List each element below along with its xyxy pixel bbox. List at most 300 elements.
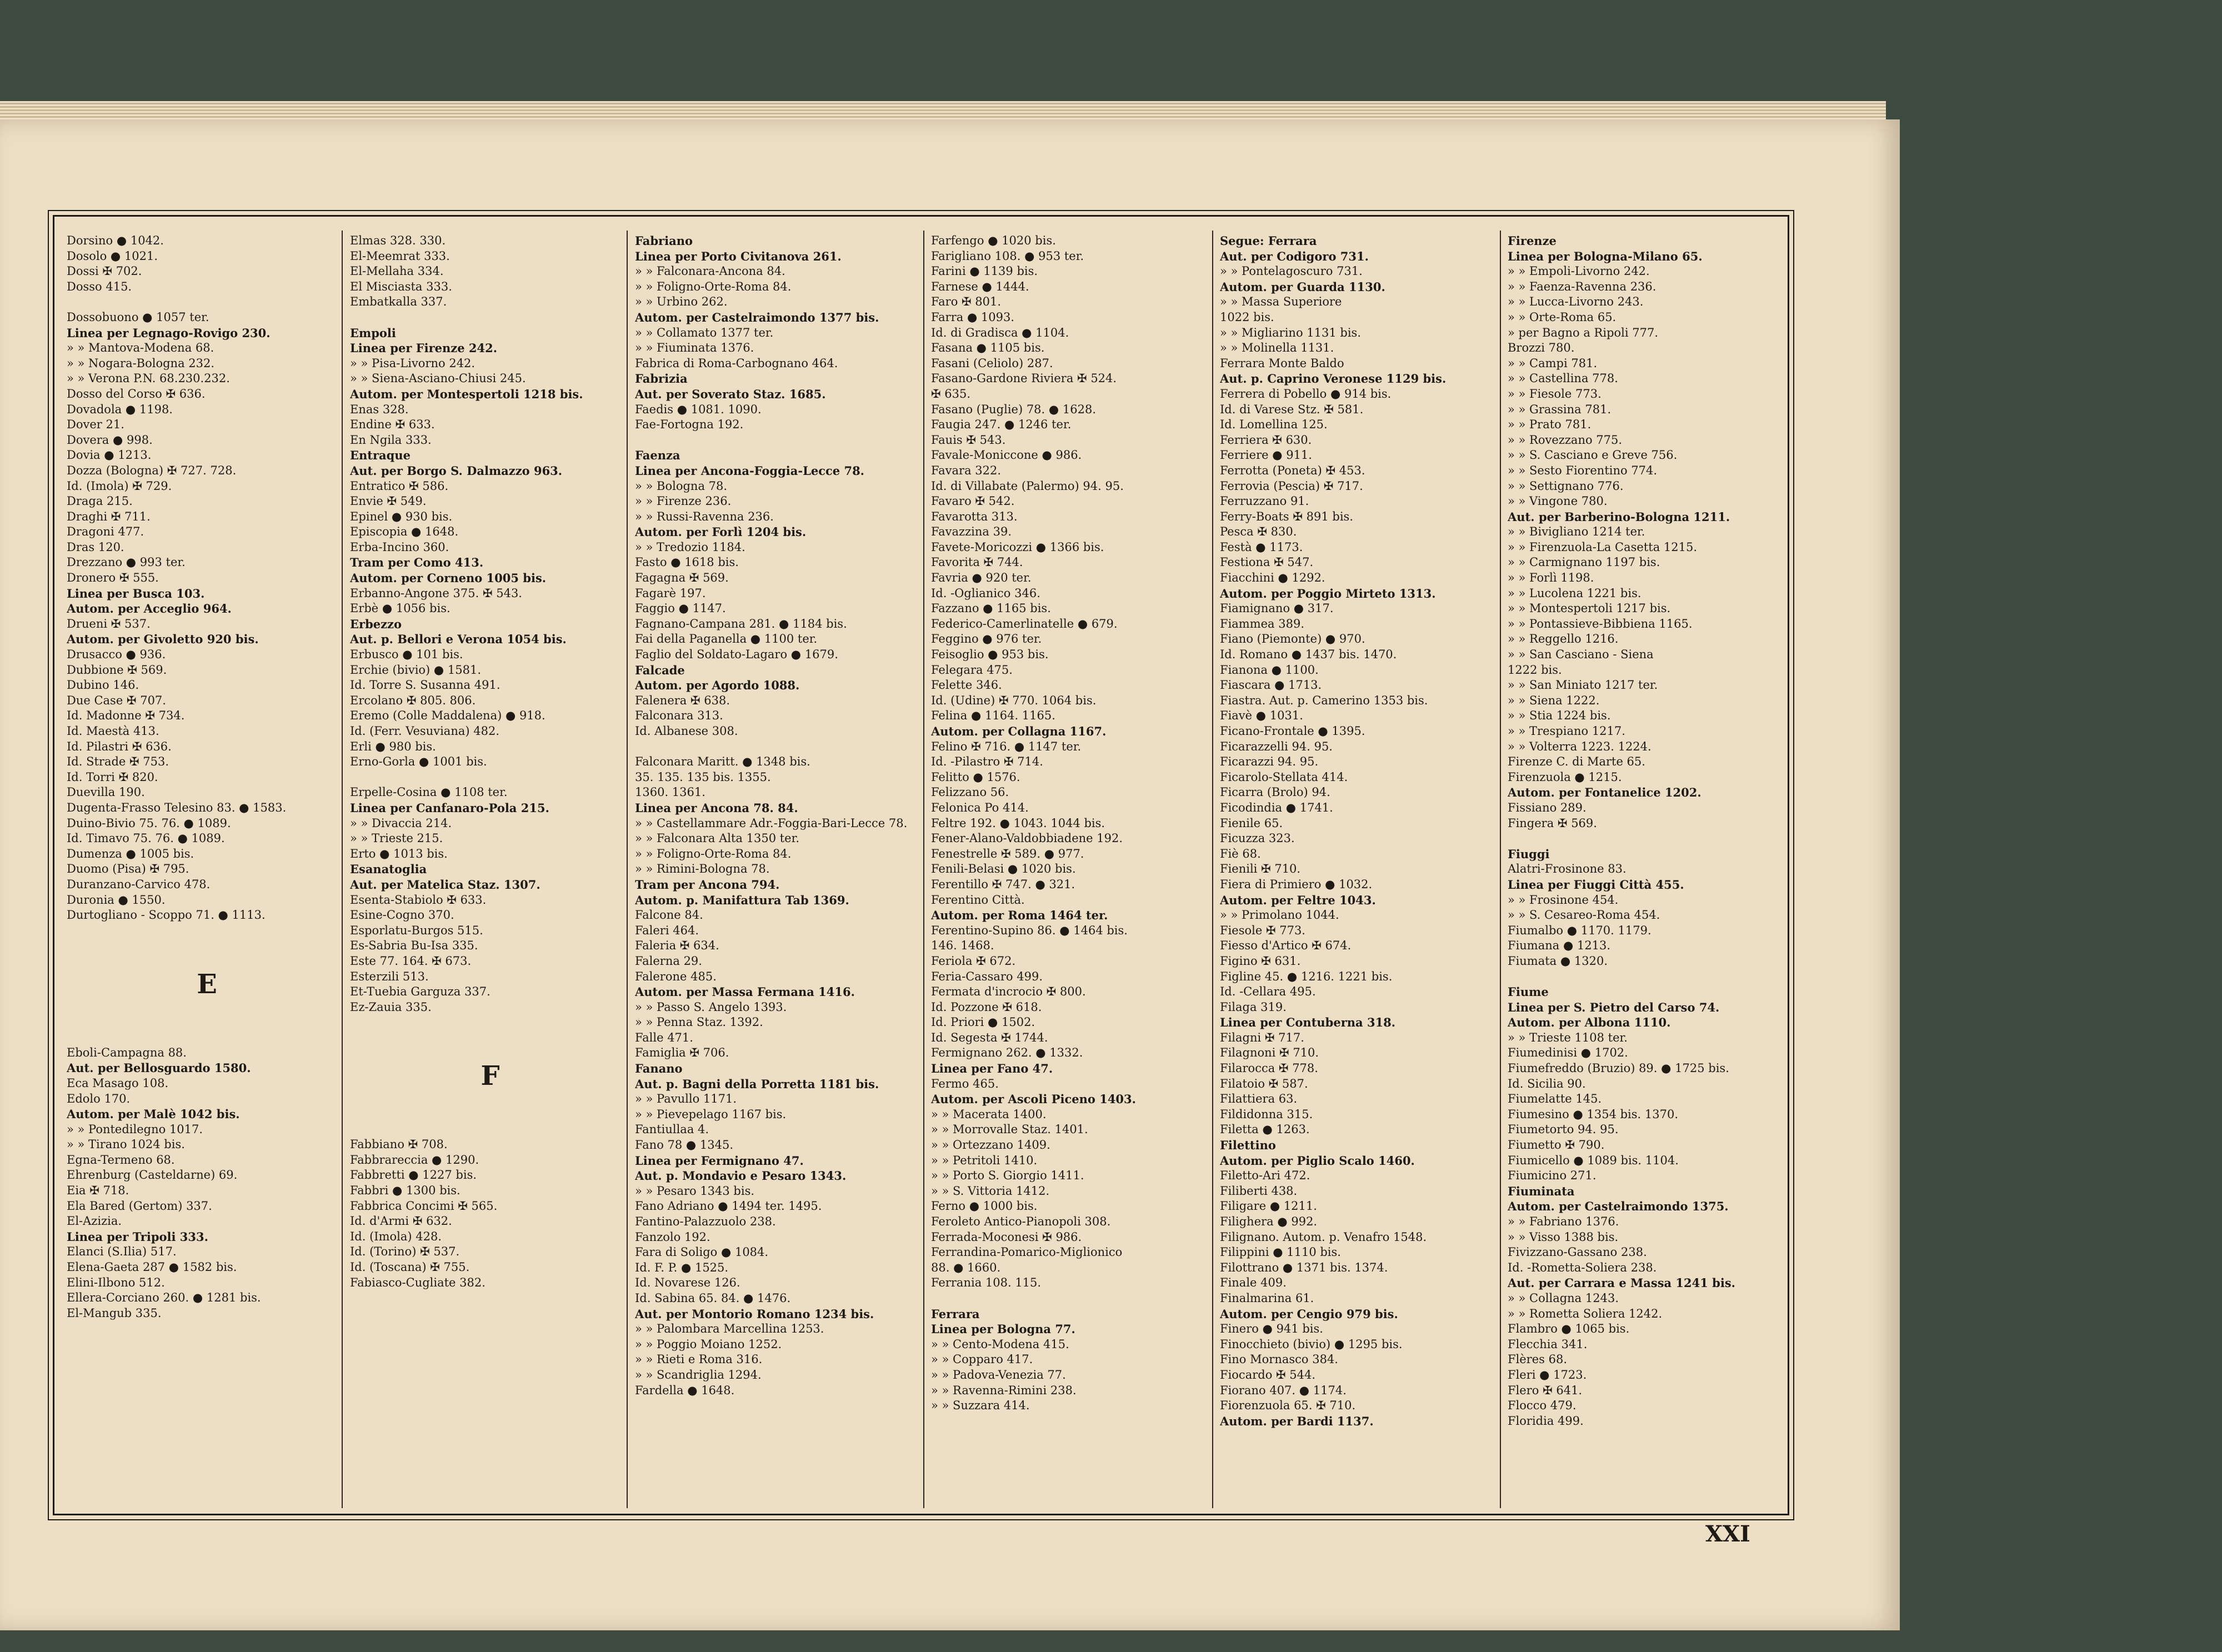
index-column bbox=[1508, 233, 1788, 1505]
index-entry: Ferrada-Moconesi ✠ 986. bbox=[931, 1230, 1082, 1244]
index-entry: Aut. per Montorio Romano 1234 bis. bbox=[635, 1306, 874, 1321]
index-entry: Id. di Villabate (Palermo) 94. 95. bbox=[931, 479, 1124, 493]
index-entry: Dovera ● 998. bbox=[67, 433, 153, 447]
index-entry: Id. (Ferr. Vesuviana) 482. bbox=[350, 724, 499, 738]
index-entry: Favara 322. bbox=[931, 463, 1002, 477]
index-entry: » » Campi 781. bbox=[1508, 356, 1598, 370]
index-entry: Felino ✠ 716. ● 1147 ter. bbox=[931, 739, 1082, 753]
index-column bbox=[635, 233, 915, 1505]
index-entry: Autom. per Collagna 1167. bbox=[931, 724, 1107, 738]
index-entry: Fantino-Palazzuolo 238. bbox=[635, 1215, 776, 1228]
index-entry: » » Pontassieve-Bibbiena 1165. bbox=[1508, 617, 1693, 630]
index-entry: Linea per Fermignano 47. bbox=[635, 1153, 804, 1168]
index-entry: Festà ● 1173. bbox=[1220, 540, 1303, 554]
spacer bbox=[67, 923, 347, 968]
index-entry: Filatoio ✠ 587. bbox=[1220, 1077, 1308, 1090]
index-entry: Filiberti 438. bbox=[1220, 1184, 1298, 1198]
index-entry: Fiano (Piemonte) ● 970. bbox=[1220, 632, 1365, 646]
index-entry: » » Pavullo 1171. bbox=[635, 1092, 737, 1106]
index-entry: Fanzolo 192. bbox=[635, 1230, 710, 1244]
index-entry: Drueni ✠ 537. bbox=[67, 617, 151, 630]
index-entry: » » Bivigliano 1214 ter. bbox=[1508, 525, 1645, 539]
index-entry: Farigliano 108. ● 953 ter. bbox=[931, 249, 1084, 263]
index-entry: Fienile 65. bbox=[1220, 816, 1283, 830]
index-entry: Autom. per Acceglio 964. bbox=[67, 602, 232, 616]
spacer bbox=[350, 1015, 630, 1059]
index-entry: » » Falconara-Ancona 84. bbox=[635, 264, 785, 278]
index-entry: Fivizzano-Gassano 238. bbox=[1508, 1245, 1647, 1259]
index-entry: Ferentino-Supino 86. ● 1464 bis. bbox=[931, 923, 1128, 937]
index-entry: » » Reggello 1216. bbox=[1508, 632, 1619, 646]
index-entry: » » Urbino 262. bbox=[635, 295, 728, 309]
index-entry: Esanatoglia bbox=[350, 862, 427, 877]
index-entry: Dugenta-Frasso Telesino 83. ● 1583. bbox=[67, 800, 287, 814]
index-entry: » » Prato 781. bbox=[1508, 418, 1592, 432]
index-entry: » » Pesaro 1343 bis. bbox=[635, 1184, 755, 1198]
index-entry: Fiamignano ● 317. bbox=[1220, 602, 1334, 615]
index-entry: » » Poggio Moiano 1252. bbox=[635, 1337, 782, 1351]
index-entry: Filippini ● 1110 bis. bbox=[1220, 1245, 1341, 1259]
index-entry: Felina ● 1164. 1165. bbox=[931, 709, 1055, 723]
index-entry: Ferriere ● 911. bbox=[1220, 448, 1312, 462]
index-entry: Due Case ✠ 707. bbox=[67, 693, 166, 707]
index-entry: Envie ✠ 549. bbox=[350, 494, 427, 508]
index-entry: Faggio ● 1147. bbox=[635, 602, 726, 615]
index-entry: 1360. 1361. bbox=[635, 785, 705, 799]
index-entry: Id. Novarese 126. bbox=[635, 1276, 740, 1290]
index-entry: Figino ✠ 631. bbox=[1220, 954, 1301, 968]
index-entry: Dozza (Bologna) ✠ 727. 728. bbox=[67, 463, 237, 477]
index-entry: Finalmarina 61. bbox=[1220, 1291, 1314, 1305]
index-entry: Pesca ✠ 830. bbox=[1220, 525, 1297, 539]
index-entry: Entratico ✠ 586. bbox=[350, 479, 449, 493]
index-entry: Ficuzza 323. bbox=[1220, 832, 1295, 845]
index-entry: Linea per Contuberna 318. bbox=[1220, 1015, 1396, 1030]
index-entry: Edolo 170. bbox=[67, 1092, 131, 1105]
index-entry: Aut. per Matelica Staz. 1307. bbox=[350, 877, 541, 892]
index-entry: » » Siena-Asciano-Chiusi 245. bbox=[350, 372, 526, 386]
spacer bbox=[635, 433, 915, 448]
index-entry: Ferruzzano 91. bbox=[1220, 494, 1309, 508]
index-entry: Fermo 465. bbox=[931, 1077, 999, 1090]
index-entry: » » Castellina 778. bbox=[1508, 372, 1618, 386]
index-entry: Entraque bbox=[350, 448, 411, 463]
index-entry: Fleri ● 1723. bbox=[1508, 1368, 1587, 1381]
index-entry: Dosso 415. bbox=[67, 279, 132, 293]
index-entry: Autom. per Massa Fermana 1416. bbox=[635, 985, 855, 999]
index-entry: Linea per Firenze 242. bbox=[350, 341, 498, 356]
index-entry: Dronero ✠ 555. bbox=[67, 571, 159, 585]
index-entry: Dosolo ● 1021. bbox=[67, 249, 158, 263]
index-entry: Fiuminata bbox=[1508, 1184, 1575, 1198]
index-entry: Id. (Imola) ✠ 729. bbox=[67, 479, 172, 493]
index-entry: Autom. per Feltre 1043. bbox=[1220, 893, 1376, 907]
index-entry: Autom. per Castelraimondo 1377 bis. bbox=[635, 310, 879, 324]
index-entry: Fabriano bbox=[635, 234, 693, 248]
index-entry: Fiavè ● 1031. bbox=[1220, 709, 1303, 723]
index-entry: » » Pievepelago 1167 bis. bbox=[635, 1107, 787, 1121]
index-entry: Fiastra. Aut. p. Camerino 1353 bis. bbox=[1220, 693, 1428, 707]
index-entry: » » Divaccia 214. bbox=[350, 816, 452, 830]
index-entry: Erbezzo bbox=[350, 617, 402, 631]
index-entry: Erpelle-Cosina ● 1108 ter. bbox=[350, 785, 508, 799]
index-entry: Ehrenburg (Casteldarne) 69. bbox=[67, 1168, 238, 1182]
index-entry: Fasano (Puglie) 78. ● 1628. bbox=[931, 402, 1097, 416]
index-entry: Fardella ● 1648. bbox=[635, 1383, 735, 1397]
index-entry: Fanano bbox=[635, 1062, 683, 1076]
index-column bbox=[350, 233, 630, 1505]
index-entry: Ferriera ✠ 630. bbox=[1220, 433, 1312, 447]
index-entry: Embatkalla 337. bbox=[350, 295, 447, 309]
index-entry: Fiumicino 271. bbox=[1508, 1169, 1597, 1183]
index-entry: Ela Bared (Gertom) 337. bbox=[67, 1199, 212, 1213]
index-entry: Favazzina 39. bbox=[931, 525, 1012, 539]
index-entry: Filaga 319. bbox=[1220, 1000, 1287, 1014]
index-entry: » » S. Vittoria 1412. bbox=[931, 1184, 1050, 1198]
index-entry: Autom. per Fontanelice 1202. bbox=[1508, 785, 1701, 800]
index-entry: Flocco 479. bbox=[1508, 1399, 1577, 1413]
index-entry: » » Falconara Alta 1350 ter. bbox=[635, 832, 800, 845]
index-entry: Segue: Ferrara bbox=[1220, 234, 1317, 248]
index-entry: Erli ● 980 bis. bbox=[350, 739, 436, 753]
spacer bbox=[67, 1001, 347, 1045]
index-entry: Autom. per Montespertoli 1218 bis. bbox=[350, 387, 583, 401]
index-entry: » » Stia 1224 bis. bbox=[1508, 709, 1611, 723]
index-entry: Favarotta 313. bbox=[931, 509, 1018, 523]
spacer bbox=[1508, 969, 1788, 985]
index-entry: Dovia ● 1213. bbox=[67, 448, 152, 462]
index-entry: Id. Romano ● 1437 bis. 1470. bbox=[1220, 648, 1397, 662]
index-entry: Fiocardo ✠ 544. bbox=[1220, 1368, 1316, 1381]
index-entry: Fiorenzuola 65. ✠ 710. bbox=[1220, 1399, 1356, 1413]
index-entry: Farnese ● 1444. bbox=[931, 279, 1029, 293]
index-entry: Feltre 192. ● 1043. 1044 bis. bbox=[931, 816, 1105, 830]
index-entry: Feggino ● 976 ter. bbox=[931, 632, 1042, 646]
index-entry: ✠ 635. bbox=[931, 387, 971, 401]
index-entry: » » Rovezzano 775. bbox=[1508, 433, 1623, 447]
index-entry: Ferrara Monte Baldo bbox=[1220, 356, 1344, 370]
index-column bbox=[1220, 233, 1500, 1505]
index-entry: » » Rimini-Bologna 78. bbox=[635, 862, 770, 876]
index-entry: Fasani (Celiolo) 287. bbox=[931, 356, 1053, 370]
index-entry: Fenili-Belasi ● 1020 bis. bbox=[931, 862, 1076, 876]
index-entry: » » Fiuminata 1376. bbox=[635, 341, 754, 355]
index-entry: Autom. per Poggio Mirteto 1313. bbox=[1220, 586, 1436, 600]
index-entry: Favorita ✠ 744. bbox=[931, 555, 1023, 569]
index-entry: Ferentillo ✠ 747. ● 321. bbox=[931, 877, 1075, 891]
index-entry: Filighera ● 992. bbox=[1220, 1215, 1318, 1228]
index-entry: » » Firenzuola-La Casetta 1215. bbox=[1508, 540, 1698, 554]
index-entry: Id. -Oglianico 346. bbox=[931, 586, 1040, 600]
index-entry: Fabbrareccia ● 1290. bbox=[350, 1153, 479, 1167]
index-entry: » » Primolano 1044. bbox=[1220, 908, 1339, 922]
index-entry: Fasto ● 1618 bis. bbox=[635, 555, 739, 569]
index-entry: Autom. per Forlì 1204 bis. bbox=[635, 525, 807, 539]
index-entry: Fagagna ✠ 569. bbox=[635, 571, 729, 585]
index-entry: Egna-Termeno 68. bbox=[67, 1153, 175, 1167]
index-entry: Fabbiano ✠ 708. bbox=[350, 1138, 448, 1152]
index-entry: Autom. per Roma 1464 ter. bbox=[931, 908, 1108, 923]
index-entry: » » Ravenna-Rimini 238. bbox=[931, 1383, 1077, 1397]
index-entry: Id. Pilastri ✠ 636. bbox=[67, 739, 172, 753]
index-entry: » » Fabriano 1376. bbox=[1508, 1215, 1619, 1228]
index-entry: Fabrizia bbox=[635, 372, 688, 386]
index-entry: » » Mantova-Modena 68. bbox=[67, 341, 214, 355]
index-entry: Duomo (Pisa) ✠ 795. bbox=[67, 862, 189, 876]
index-entry: Id. Pozzone ✠ 618. bbox=[931, 1000, 1042, 1014]
index-entry: Fiorano 407. ● 1174. bbox=[1220, 1383, 1347, 1397]
spacer bbox=[1508, 831, 1788, 847]
index-entry: Festiona ✠ 547. bbox=[1220, 555, 1314, 569]
index-entry: 1222 bis. bbox=[1508, 663, 1562, 677]
index-entry: Ficarolo-Stellata 414. bbox=[1220, 770, 1348, 784]
index-entry: Id. -Pilastro ✠ 714. bbox=[931, 755, 1043, 769]
index-entry: » » S. Cesareo-Roma 454. bbox=[1508, 908, 1660, 922]
index-entry: Faenza bbox=[635, 448, 680, 463]
index-entry: » » Passo S. Angelo 1393. bbox=[635, 1000, 787, 1014]
index-entry: Dragoni 477. bbox=[67, 525, 144, 539]
index-entry: Filetto-Ari 472. bbox=[1220, 1169, 1310, 1183]
index-entry: Aut. per Carrara e Massa 1241 bis. bbox=[1508, 1276, 1735, 1290]
index-entry: Dubino 146. bbox=[67, 678, 139, 692]
index-entry: Ferrandina-Pomarico-Miglionico bbox=[931, 1245, 1123, 1259]
index-entry: Ficarra (Brolo) 94. bbox=[1220, 785, 1330, 799]
index-entry: Esenta-Stabiolo ✠ 633. bbox=[350, 893, 487, 907]
index-entry: Autom. per Ascoli Piceno 1403. bbox=[931, 1092, 1136, 1107]
index-entry: Aut. p. Caprino Veronese 1129 bis. bbox=[1220, 372, 1447, 386]
index-entry: Filagni ✠ 717. bbox=[1220, 1030, 1304, 1044]
index-entry: » » Macerata 1400. bbox=[931, 1107, 1047, 1121]
spacer bbox=[350, 770, 630, 785]
index-entry: Fai della Paganella ● 1100 ter. bbox=[635, 632, 818, 646]
index-column bbox=[931, 233, 1212, 1505]
index-entry: Ferrovia (Pescia) ✠ 717. bbox=[1220, 479, 1363, 493]
index-entry: Dumenza ● 1005 bis. bbox=[67, 847, 194, 860]
index-entry: Ficarazzelli 94. 95. bbox=[1220, 739, 1333, 753]
index-entry: Federico-Camerlinatelle ● 679. bbox=[931, 617, 1118, 630]
index-entry: » » Trieste 1108 ter. bbox=[1508, 1030, 1628, 1044]
index-entry: Id. F. P. ● 1525. bbox=[635, 1260, 729, 1274]
index-entry: Fildidonna 315. bbox=[1220, 1107, 1313, 1121]
index-entry: Linea per S. Pietro del Carso 74. bbox=[1508, 1000, 1720, 1014]
index-entry: Linea per Legnago-Rovigo 230. bbox=[67, 326, 271, 340]
index-entry: Id. Albanese 308. bbox=[635, 724, 738, 738]
index-entry: Aut. p. Bellori e Verona 1054 bis. bbox=[350, 632, 567, 647]
index-entry: Favria ● 920 ter. bbox=[931, 571, 1032, 585]
index-entry: Id. di Gradisca ● 1104. bbox=[931, 326, 1069, 339]
index-entry: Fantiullaa 4. bbox=[635, 1123, 709, 1137]
index-entry: Falconara Maritt. ● 1348 bis. bbox=[635, 755, 810, 769]
index-entry: Erba-Incino 360. bbox=[350, 540, 449, 554]
index-entry: Favale-Moniccone ● 986. bbox=[931, 448, 1082, 462]
index-entry: Fiumelatte 145. bbox=[1508, 1092, 1602, 1106]
index-entry: Empoli bbox=[350, 326, 396, 340]
index-entry: Fingera ✠ 569. bbox=[1508, 816, 1597, 830]
index-entry: Falenera ✠ 638. bbox=[635, 693, 730, 707]
index-entry: Linea per Canfanaro-Pola 215. bbox=[350, 800, 549, 815]
index-entry: Fiumedinisi ● 1702. bbox=[1508, 1046, 1628, 1060]
index-entry: » per Bagno a Ripoli 777. bbox=[1508, 326, 1659, 339]
index-entry: Farra ● 1093. bbox=[931, 310, 1015, 324]
index-entry: Fiumalbo ● 1170. 1179. bbox=[1508, 923, 1652, 937]
index-entry: Filigare ● 1211. bbox=[1220, 1199, 1317, 1213]
index-entry: Fabrica di Roma-Carbognano 464. bbox=[635, 356, 838, 370]
index-entry: Filarocca ✠ 778. bbox=[1220, 1062, 1318, 1075]
index-entry: Faedis ● 1081. 1090. bbox=[635, 402, 762, 416]
index-entry: El Misciasta 333. bbox=[350, 279, 452, 293]
page-number: XXI bbox=[1705, 1521, 1750, 1547]
index-entry: Ficano-Frontale ● 1395. bbox=[1220, 724, 1365, 738]
index-entry: Duino-Bivio 75. 76. ● 1089. bbox=[67, 816, 231, 830]
index-entry: Famiglia ✠ 706. bbox=[635, 1046, 729, 1060]
index-entry: Fano Adriano ● 1494 ter. 1495. bbox=[635, 1199, 822, 1213]
index-entry: Fabbrica Concimi ✠ 565. bbox=[350, 1199, 498, 1213]
index-entry: Ferry-Boats ✠ 891 bis. bbox=[1220, 509, 1354, 523]
index-entry: Fagarè 197. bbox=[635, 586, 706, 600]
index-entry: » » Carmignano 1197 bis. bbox=[1508, 555, 1660, 569]
index-entry: Erno-Gorla ● 1001 bis. bbox=[350, 755, 487, 769]
index-entry: » » Foligno-Orte-Roma 84. bbox=[635, 847, 792, 860]
index-entry: » » Palombara Marcellina 1253. bbox=[635, 1322, 824, 1336]
index-entry: » » Penna Staz. 1392. bbox=[635, 1015, 763, 1029]
index-entry: Fiascara ● 1713. bbox=[1220, 678, 1322, 692]
index-entry: Id. Sicilia 90. bbox=[1508, 1077, 1586, 1090]
index-entry: Felegara 475. bbox=[931, 663, 1013, 677]
index-entry: » » Porto S. Giorgio 1411. bbox=[931, 1169, 1084, 1183]
index-entry: Fiesole ✠ 773. bbox=[1220, 923, 1305, 937]
index-entry: Drezzano ● 993 ter. bbox=[67, 555, 186, 569]
index-entry: Fabbretti ● 1227 bis. bbox=[350, 1168, 477, 1182]
index-entry: Firenzuola ● 1215. bbox=[1508, 770, 1622, 784]
index-entry: » » Settignano 776. bbox=[1508, 479, 1624, 493]
index-entry: Firenze C. di Marte 65. bbox=[1508, 755, 1645, 769]
index-entry: Ferno ● 1000 bis. bbox=[931, 1199, 1038, 1213]
index-entry: Autom. per Corneno 1005 bis. bbox=[350, 571, 547, 585]
index-entry: Erbanno-Angone 375. ✠ 543. bbox=[350, 586, 522, 600]
index-entry: Linea per Tripoli 333. bbox=[67, 1229, 208, 1244]
index-entry: » » Tredozio 1184. bbox=[635, 540, 745, 554]
index-entry: » » Massa Superiore bbox=[1220, 295, 1342, 309]
index-entry: » » Sesto Fiorentino 774. bbox=[1508, 463, 1658, 477]
index-entry: Linea per Fiuggi Città 455. bbox=[1508, 877, 1684, 892]
section-letter: F bbox=[481, 1060, 500, 1092]
index-entry: Id. d'Armi ✠ 632. bbox=[350, 1214, 452, 1228]
index-entry: Id. Timavo 75. 76. ● 1089. bbox=[67, 832, 225, 845]
index-entry: » » Vingone 780. bbox=[1508, 494, 1608, 508]
index-entry: Autom. per Piglio Scalo 1460. bbox=[1220, 1153, 1415, 1168]
index-entry: » » Pontelagoscuro 731. bbox=[1220, 264, 1363, 278]
index-entry: Id. (Udine) ✠ 770. 1064 bis. bbox=[931, 693, 1097, 707]
index-entry: Fiuggi bbox=[1508, 847, 1550, 861]
index-entry: » » Scandriglia 1294. bbox=[635, 1368, 762, 1381]
index-entry: Id. Strade ✠ 753. bbox=[67, 755, 169, 769]
index-entry: Flecchia 341. bbox=[1508, 1337, 1588, 1351]
index-entry: » » Empoli-Livorno 242. bbox=[1508, 264, 1650, 278]
index-entry: Epinel ● 930 bis. bbox=[350, 509, 453, 523]
index-entry: Id. Sabina 65. 84. ● 1476. bbox=[635, 1291, 791, 1305]
index-entry: Elmas 328. 330. bbox=[350, 234, 446, 247]
index-entry: Fiumicello ● 1089 bis. 1104. bbox=[1508, 1153, 1679, 1167]
index-entry: Fabbri ● 1300 bis. bbox=[350, 1184, 461, 1198]
index-entry: Farfengo ● 1020 bis. bbox=[931, 234, 1056, 247]
index-entry: Id. Torre S. Susanna 491. bbox=[350, 678, 501, 692]
index-entry: Fiume bbox=[1508, 985, 1549, 999]
index-entry: Esporlatu-Burgos 515. bbox=[350, 923, 483, 937]
index-entry: Favete-Moricozzi ● 1366 bis. bbox=[931, 540, 1104, 554]
index-entry: Aut. per Borgo S. Dalmazzo 963. bbox=[350, 463, 563, 478]
index-entry: Id. Maestà 413. bbox=[67, 724, 159, 738]
index-entry: Draghi ✠ 711. bbox=[67, 509, 151, 523]
index-entry: Figline 45. ● 1216. 1221 bis. bbox=[1220, 969, 1393, 983]
index-entry: Fiesso d'Artico ✠ 674. bbox=[1220, 939, 1352, 953]
index-entry: Duranzano-Carvico 478. bbox=[67, 877, 211, 891]
index-entry: Duronia ● 1550. bbox=[67, 893, 166, 907]
index-entry: » » Frosinone 454. bbox=[1508, 893, 1619, 907]
index-entry: Finero ● 941 bis. bbox=[1220, 1322, 1323, 1336]
index-entry: Finocchieto (bivio) ● 1295 bis. bbox=[1220, 1337, 1403, 1351]
index-entry: Filignano. Autom. p. Venafro 1548. bbox=[1220, 1230, 1427, 1244]
index-entry: » » Castellammare Adr.-Foggia-Bari-Lecce 78. bbox=[635, 816, 908, 830]
index-entry: Fauis ✠ 543. bbox=[931, 433, 1006, 447]
index-entry: Aut. p. Bagni della Porretta 1181 bis. bbox=[635, 1077, 879, 1091]
index-entry: El-Azizia. bbox=[67, 1214, 122, 1228]
index-entry: » » Grassina 781. bbox=[1508, 402, 1612, 416]
index-entry: Aut. p. Mondavio e Pesaro 1343. bbox=[635, 1169, 847, 1183]
index-entry: Fienili ✠ 710. bbox=[1220, 862, 1301, 876]
index-entry: Id. Segesta ✠ 1744. bbox=[931, 1030, 1048, 1044]
index-entry: Tram per Como 413. bbox=[350, 555, 484, 570]
index-entry: Feroleto Antico-Pianopoli 308. bbox=[931, 1215, 1111, 1228]
index-entry: » » Trespiano 1217. bbox=[1508, 724, 1625, 738]
index-columns bbox=[56, 233, 1783, 1505]
index-entry: Eca Masago 108. bbox=[67, 1076, 169, 1090]
index-entry: Id. Lomellina 125. bbox=[1220, 418, 1328, 432]
index-entry: » » San Casciano - Siena bbox=[1508, 648, 1654, 662]
index-entry: Aut. per Soverato Staz. 1685. bbox=[635, 387, 826, 401]
index-entry: » » Molinella 1131. bbox=[1220, 341, 1334, 355]
index-entry: Fiera di Primiero ● 1032. bbox=[1220, 877, 1373, 891]
index-entry: Falcone 84. bbox=[635, 908, 703, 922]
index-entry: 146. 1468. bbox=[931, 939, 994, 953]
index-entry: Erto ● 1013 bis. bbox=[350, 847, 448, 860]
index-entry: » » Pontedilegno 1017. bbox=[67, 1122, 203, 1136]
index-entry: Faugia 247. ● 1246 ter. bbox=[931, 418, 1072, 432]
index-entry: Fagnano-Campana 281. ● 1184 bis. bbox=[635, 617, 847, 630]
index-entry: 35. 135. 135 bis. 1355. bbox=[635, 770, 771, 784]
index-entry: Este 77. 164. ✠ 673. bbox=[350, 954, 472, 968]
index-entry: Linea per Ancona 78. 84. bbox=[635, 800, 798, 815]
index-entry: Eboli-Campagna 88. bbox=[67, 1045, 187, 1059]
spacer bbox=[931, 1291, 1212, 1306]
index-entry: Fiumetto ✠ 790. bbox=[1508, 1138, 1605, 1152]
index-entry: » » Firenze 236. bbox=[635, 494, 732, 508]
index-entry: El-Meemrat 333. bbox=[350, 249, 450, 263]
index-entry: Esine-Cogno 370. bbox=[350, 908, 454, 922]
index-entry: Ferrania 108. 115. bbox=[931, 1276, 1042, 1290]
index-entry: Episcopia ● 1648. bbox=[350, 525, 459, 539]
index-entry: Eremo (Colle Maddalena) ● 918. bbox=[350, 709, 546, 723]
index-entry: » » Foligno-Orte-Roma 84. bbox=[635, 279, 792, 293]
section-letter: E bbox=[197, 968, 217, 1000]
index-entry: Filagnoni ✠ 710. bbox=[1220, 1046, 1319, 1060]
index-entry: » » Siena 1222. bbox=[1508, 693, 1600, 707]
index-entry: Fae-Fortogna 192. bbox=[635, 418, 744, 432]
index-entry: » » Pisa-Livorno 242. bbox=[350, 356, 476, 370]
index-entry: » » Copparo 417. bbox=[931, 1353, 1033, 1366]
index-entry: » » Bologna 78. bbox=[635, 479, 728, 493]
index-entry: Autom. p. Manifattura Tab 1369. bbox=[635, 893, 849, 907]
index-entry: Dras 120. bbox=[67, 540, 124, 554]
